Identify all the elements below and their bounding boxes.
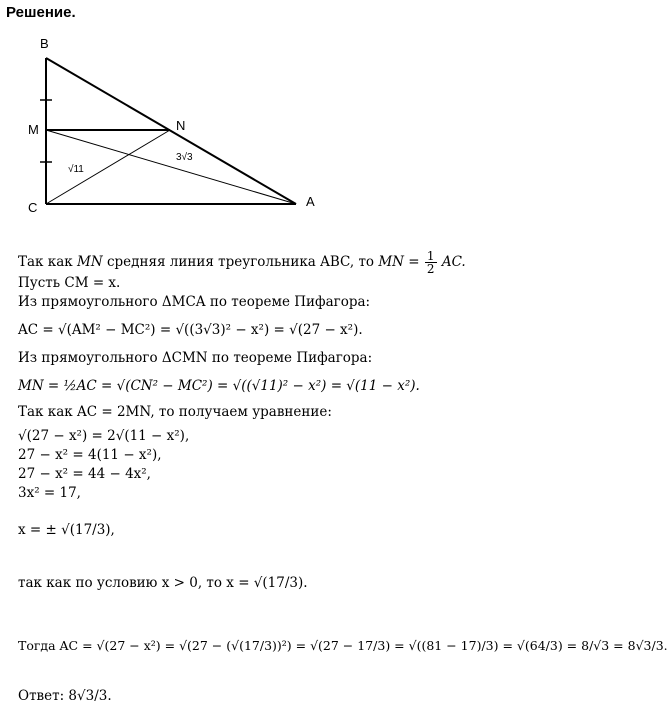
- vertex-a-label: A: [306, 194, 315, 209]
- text-line-7: Так как AC = 2MN, то получаем уравнение:: [18, 404, 332, 420]
- vertex-m-label: M: [28, 122, 39, 137]
- equation-1: √(27 − x²) = 2√(11 − x²),: [18, 428, 190, 444]
- equation-2: 27 − x² = 4(11 − x²),: [18, 447, 162, 463]
- text-line-2: Пусть CM = x.: [18, 275, 121, 291]
- answer: Ответ: 8√3/3.: [18, 688, 112, 704]
- equation-3: 27 − x² = 44 − 4x²,: [18, 466, 151, 482]
- vertex-c-label: C: [28, 200, 38, 215]
- segment-cn: [46, 130, 170, 204]
- vertex-b-label: B: [40, 36, 49, 51]
- text-line-5: Из прямоугольного ΔCMN по теореме Пифагора:: [18, 350, 373, 366]
- vertex-n-label: N: [176, 118, 186, 133]
- length-ma-label: 3√3: [176, 152, 193, 163]
- formula-final-ac: Тогда AC = √(27 − x²) = √(27 − (√(17/3))²) = √(27 − 17/3) = √((81 − 17)/3) = √(64/3) = 8/√3 = 8√3/3.: [18, 638, 668, 653]
- formula-mn: MN = ½AC = √(CN² − MC²) = √((√11)² − x²) = √(11 − x²).: [18, 378, 420, 394]
- length-cn-label: √11: [68, 164, 84, 175]
- page-title: Решение.: [6, 4, 76, 21]
- text-line-13: так как по условию x > 0, то x = √(17/3).: [18, 575, 308, 591]
- equation-5: x = ± √(17/3),: [18, 522, 115, 538]
- formula-ac: AC = √(AM² − MC²) = √((3√3)² − x²) = √(27 − x²).: [18, 322, 363, 338]
- triangle-figure: [0, 0, 600, 230]
- equation-4: 3x² = 17,: [18, 485, 81, 501]
- text-line-1: Так как MN средняя линия треугольника ABC, то MN = $\frac{1}{2}$ AC.: [18, 249, 466, 276]
- text-line-3: Из прямоугольного ΔMCA по теореме Пифагора:: [18, 294, 371, 310]
